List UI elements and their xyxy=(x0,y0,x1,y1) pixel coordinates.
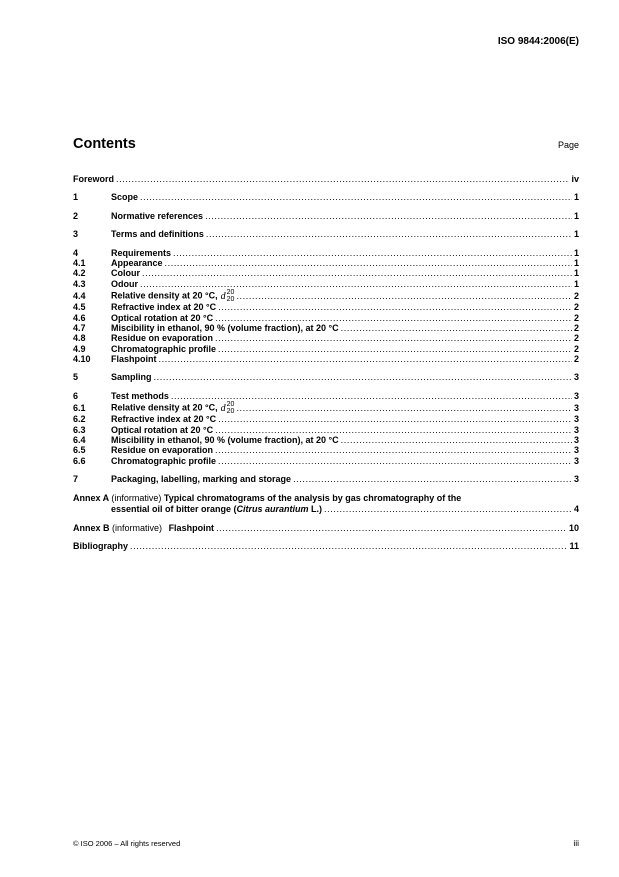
dot-leader xyxy=(142,268,572,278)
toc-entry-title-group xyxy=(111,248,171,258)
toc-entry-page: 1 xyxy=(573,257,579,268)
toc-entry-foreword[interactable] xyxy=(73,174,579,184)
toc-entry-title: Relative density at 20 °C, xyxy=(111,402,218,413)
toc-entry-title-group xyxy=(111,445,213,455)
toc-entry-page: 2 xyxy=(573,343,579,354)
toc-entry-title-group xyxy=(111,456,216,466)
toc-entry-title: Packaging, labelling, marking and storage xyxy=(111,474,292,485)
toc-entry-title: Chromatographic profile xyxy=(111,343,217,354)
toc-entry-title: Residue on evaporation xyxy=(111,333,214,344)
page-title: Contents xyxy=(73,136,136,152)
toc-entry-page: 2 xyxy=(573,302,579,313)
toc-entry-page: 4 xyxy=(573,503,579,514)
toc-entry-title: Relative density at 20 °C, xyxy=(111,290,218,301)
toc-entry-title-group xyxy=(111,211,203,221)
toc-entry[interactable] xyxy=(73,372,579,382)
toc-entry-number: 6 xyxy=(73,390,79,401)
toc-entry-title: Odour xyxy=(111,278,138,289)
toc-entry-page: 2 xyxy=(573,312,579,323)
toc-entry[interactable] xyxy=(73,211,579,221)
dot-leader xyxy=(216,523,567,533)
toc-entry-number: 4.1 xyxy=(73,257,86,268)
toc-entry-page: 1 xyxy=(573,278,579,289)
toc-entry[interactable] xyxy=(73,192,579,202)
toc-entry-title: Refractive index at 20 °C xyxy=(111,302,217,313)
superscript: 20 xyxy=(226,289,235,297)
toc-entry-page: 11 xyxy=(569,540,579,551)
toc-entry-title: Residue on evaporation xyxy=(111,445,214,456)
density-indices xyxy=(227,401,235,415)
density-indices xyxy=(227,289,235,303)
toc-entry[interactable] xyxy=(73,302,579,312)
toc-entry-title-group xyxy=(111,258,163,268)
dot-leader xyxy=(236,290,572,303)
toc-entry-title: Sampling xyxy=(111,372,152,383)
toc-entry-number: 4.8 xyxy=(73,333,86,344)
dot-leader xyxy=(218,414,572,424)
toc-entry-number: 4.7 xyxy=(73,322,86,333)
toc-entry-page: 3 xyxy=(573,390,579,401)
toc-entry[interactable] xyxy=(73,414,579,424)
toc-entry[interactable] xyxy=(73,279,579,289)
annex-informative: (informative) xyxy=(112,522,163,533)
toc-entry-title: Colour xyxy=(111,268,140,279)
toc-entry-page: 2 xyxy=(573,322,579,333)
toc-entry-number: 4.5 xyxy=(73,302,86,313)
toc-entry-title: Refractive index at 20 °C xyxy=(111,414,217,425)
annex-title-line1: Typical chromatograms of the analysis by gas chromatography of the xyxy=(163,492,462,503)
dot-leader xyxy=(215,445,572,455)
dot-leader xyxy=(215,425,572,435)
dot-leader xyxy=(341,323,572,333)
toc-entry[interactable] xyxy=(73,425,579,435)
annex-title-citation: Citrus aurantium xyxy=(236,503,309,514)
toc-entry[interactable] xyxy=(73,313,579,323)
toc-entry[interactable] xyxy=(73,474,579,484)
toc-entry-number: 4.9 xyxy=(73,343,86,354)
toc-entry-number: 4.6 xyxy=(73,312,86,323)
toc-entry-page: 3 xyxy=(573,414,579,425)
superscript: 20 xyxy=(226,401,235,409)
toc-entry-page: 10 xyxy=(568,522,579,533)
dot-leader xyxy=(236,402,572,415)
dot-leader xyxy=(218,344,572,354)
subscript: 20 xyxy=(226,408,235,416)
toc-entry-number: 6.4 xyxy=(73,435,86,446)
document-id: ISO 9844:2006(E) xyxy=(497,36,579,47)
toc-entry-title-group xyxy=(111,192,138,202)
toc-entry-title-group xyxy=(111,313,213,323)
dot-leader xyxy=(206,229,572,239)
toc-entry-title-group xyxy=(111,425,213,435)
toc-entry-number: 7 xyxy=(73,474,79,485)
toc-entry-number: 5 xyxy=(73,372,79,383)
toc-entry-title: Miscibility in ethanol, 90 % (volume fraction), at 20 °C xyxy=(111,322,339,333)
toc-entry-number: 6.5 xyxy=(73,445,86,456)
toc-entry[interactable] xyxy=(73,391,579,401)
dot-leader xyxy=(324,504,572,515)
toc-entry-title-group xyxy=(111,354,157,364)
toc-entry-bibliography[interactable] xyxy=(73,541,579,551)
toc-entry-page: 1 xyxy=(573,268,579,279)
dot-leader xyxy=(140,279,572,289)
dot-leader xyxy=(173,248,572,258)
toc-entry-page: 3 xyxy=(573,474,579,485)
toc-entry-page: 3 xyxy=(573,445,579,456)
toc-entry-title: Terms and definitions xyxy=(111,229,204,240)
dot-leader xyxy=(116,174,569,184)
annex-title-line2-end: L.) xyxy=(308,503,323,514)
toc-entry-title: Foreword xyxy=(73,174,115,184)
toc-entry-title-group xyxy=(111,333,213,343)
toc-entry-annex-b[interactable] xyxy=(73,523,579,533)
toc-entry[interactable] xyxy=(73,435,579,445)
toc-entry-page: 2 xyxy=(573,354,579,365)
toc-entry-title-group xyxy=(111,323,339,333)
toc-entry-title-group xyxy=(111,391,169,401)
toc-entry-number: 4.4 xyxy=(73,290,86,301)
copyright-notice: © ISO 2006 – All rights reserved xyxy=(73,839,181,848)
dot-leader xyxy=(218,456,572,466)
toc-entry-title: Scope xyxy=(111,192,139,203)
toc-entry-number: 4.2 xyxy=(73,268,86,279)
toc-entry-page: 3 xyxy=(573,424,579,435)
toc-entry-page: 1 xyxy=(573,247,579,258)
toc-entry[interactable] xyxy=(73,456,579,466)
dot-leader xyxy=(215,333,572,343)
dot-leader xyxy=(140,192,572,202)
toc-entry-number: 6.1 xyxy=(73,402,86,413)
toc-entry[interactable] xyxy=(73,344,579,354)
toc-entry-number: 6.2 xyxy=(73,414,86,425)
toc-entry-page: 1 xyxy=(573,192,579,203)
toc-entry-title: Appearance xyxy=(111,257,163,268)
dot-leader xyxy=(341,435,572,445)
toc-entry-number: 2 xyxy=(73,210,79,221)
toc-entry-title: Optical rotation at 20 °C xyxy=(111,312,214,323)
dot-leader xyxy=(218,302,572,312)
toc-entry-title-group xyxy=(111,474,291,484)
page-number: iii xyxy=(573,838,579,848)
dot-leader xyxy=(130,541,567,551)
toc-entry-page: 2 xyxy=(573,290,579,301)
toc-entries xyxy=(73,192,579,484)
toc-entry-page: 3 xyxy=(573,455,579,466)
toc-entry-page: 3 xyxy=(573,402,579,413)
toc-entry-title-group xyxy=(111,302,216,312)
toc-entry-number: 6.3 xyxy=(73,424,86,435)
dot-leader xyxy=(205,211,572,221)
annex-label: Annex B xyxy=(73,522,110,533)
density-symbol: d xyxy=(220,290,226,302)
toc-entry[interactable] xyxy=(73,354,579,364)
toc-entry-page: 3 xyxy=(573,435,579,446)
toc-entry-title: Requirements xyxy=(111,247,172,258)
dot-leader xyxy=(154,372,572,382)
toc-entry[interactable] xyxy=(73,258,579,268)
toc-entry-number: 4 xyxy=(73,247,79,258)
annex-title-line2: essential oil of bitter orange ( xyxy=(111,503,237,514)
toc-entry-number: 4.3 xyxy=(73,278,86,289)
toc-entry-title-group xyxy=(111,229,204,239)
toc-entry-title-group xyxy=(111,435,339,445)
toc-entry-title-group xyxy=(111,268,140,278)
toc-entry-title: Flashpoint xyxy=(111,354,157,365)
toc-entry-title: Test methods xyxy=(111,390,169,401)
toc-entry-title-group xyxy=(111,344,216,354)
toc-entry[interactable] xyxy=(73,333,579,343)
density-symbol: d xyxy=(220,402,226,414)
toc-entry-page: 3 xyxy=(573,372,579,383)
toc-entry[interactable] xyxy=(73,323,579,333)
dot-leader xyxy=(171,391,572,401)
toc-entry[interactable] xyxy=(73,401,579,414)
toc-entry-page: 1 xyxy=(573,210,579,221)
annex-label: Annex A xyxy=(73,492,109,503)
table-of-contents xyxy=(73,174,579,551)
toc-entry-title: Miscibility in ethanol, 90 % (volume fraction), at 20 °C xyxy=(111,435,339,446)
dot-leader xyxy=(215,313,572,323)
toc-entry-title-group xyxy=(111,401,234,415)
toc-entry[interactable] xyxy=(73,445,579,455)
toc-entry-title-group xyxy=(111,372,152,382)
toc-entry-title-group xyxy=(111,289,234,303)
toc-entry-page: 1 xyxy=(573,229,579,240)
toc-entry[interactable] xyxy=(73,289,579,302)
toc-entry-title: Flashpoint xyxy=(168,522,215,533)
annex-informative: (informative) xyxy=(111,492,162,503)
toc-entry-number: 6.6 xyxy=(73,455,86,466)
toc-entry-title: Normative references xyxy=(111,210,204,221)
dot-leader xyxy=(293,474,572,484)
toc-entry-title-group xyxy=(111,279,138,289)
toc-entry-title-group xyxy=(111,414,216,424)
dot-leader xyxy=(159,354,572,364)
toc-entry-title: Bibliography xyxy=(73,540,129,551)
toc-entry-page: 2 xyxy=(573,333,579,344)
toc-entry-title: Chromatographic profile xyxy=(111,455,217,466)
toc-entry[interactable] xyxy=(73,229,579,239)
toc-entry[interactable] xyxy=(73,268,579,278)
toc-entry-annex-a[interactable] xyxy=(73,493,579,515)
toc-entry-number: 1 xyxy=(73,192,79,203)
dot-leader xyxy=(165,258,572,268)
toc-entry-page: iv xyxy=(571,174,579,184)
subscript: 20 xyxy=(226,296,235,304)
toc-entry-number: 3 xyxy=(73,229,79,240)
toc-entry-number: 4.10 xyxy=(73,354,91,365)
toc-entry[interactable] xyxy=(73,248,579,258)
page-column-label: Page xyxy=(557,140,579,150)
toc-entry-title: Optical rotation at 20 °C xyxy=(111,424,214,435)
